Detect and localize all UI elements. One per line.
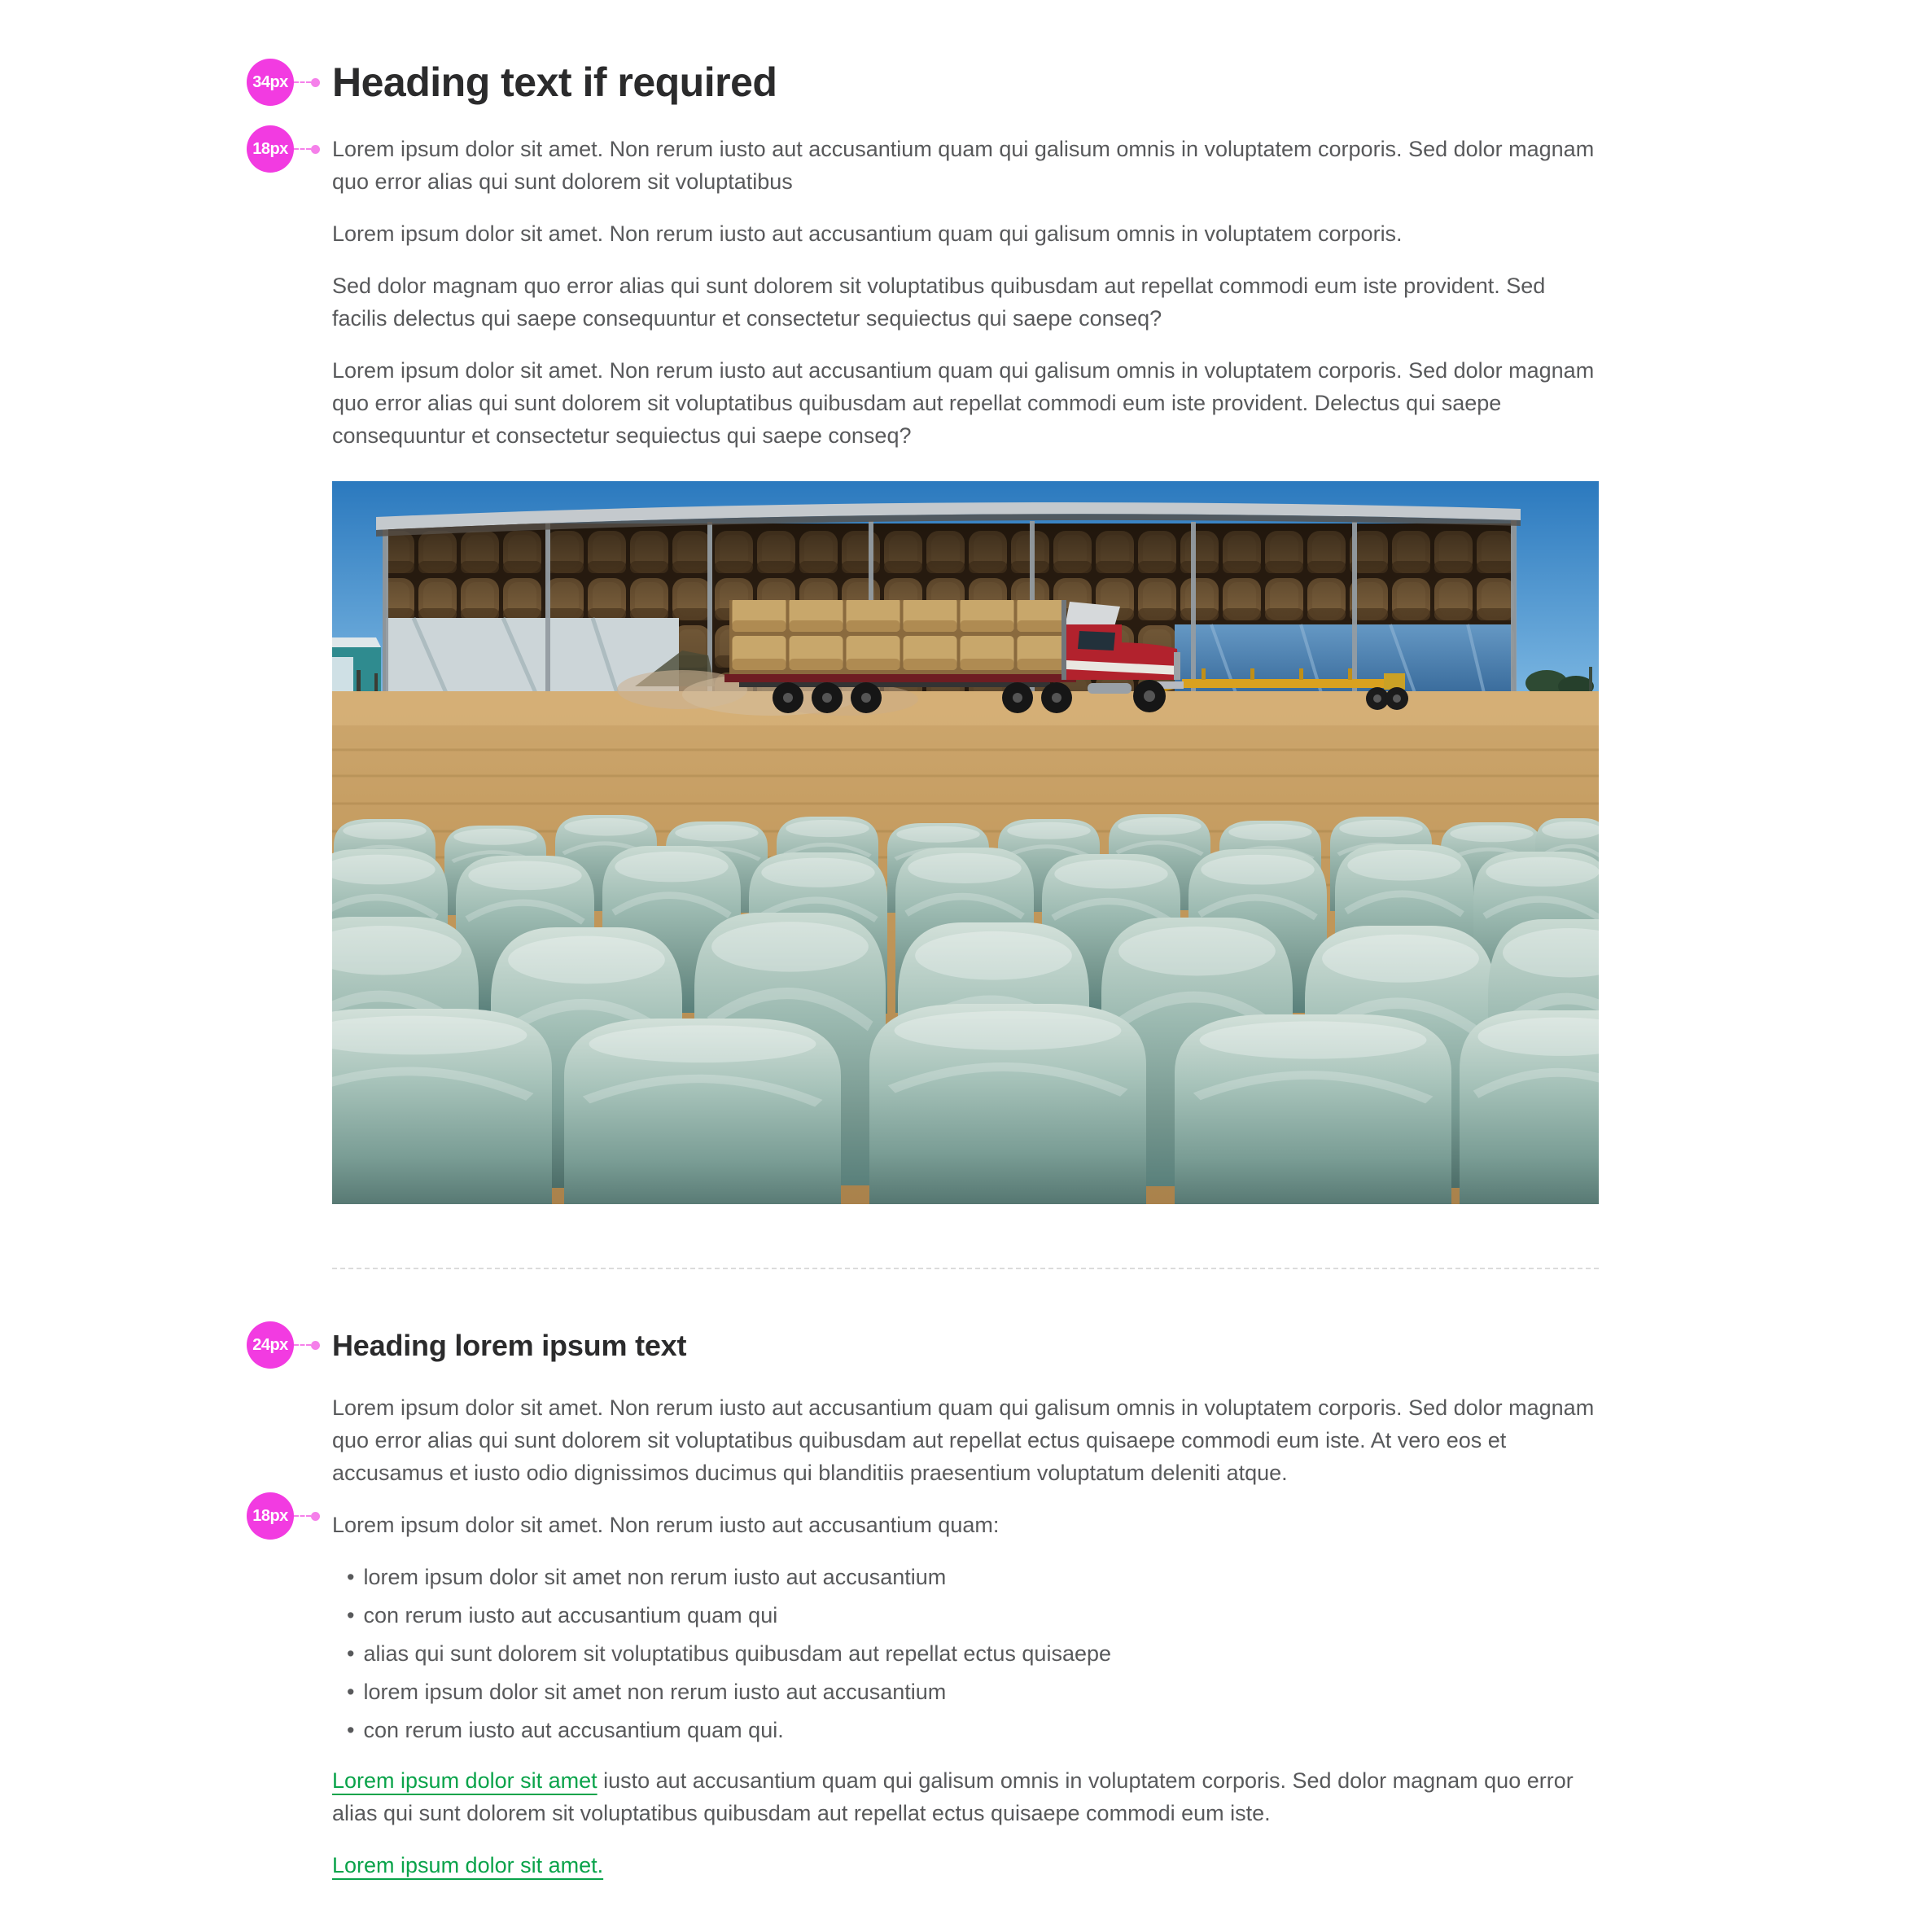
paragraph: Lorem ipsum dolor sit amet. Non rerum iusto aut accusantium quam qui galisum omnis in voluptatem corporis. Sed dolor magnam quo error alias qui sunt dolorem sit voluptatibus quibusdam aut repellat commodi eum iste provident. Delectus qui saepe consequuntur et consectetur sequiectus qui saepe conseq?	[332, 358, 1595, 448]
bullet-icon: •	[347, 1603, 355, 1628]
annotation-connector-dot-icon	[311, 145, 320, 154]
bullet-icon: •	[347, 1680, 355, 1704]
bullet-icon: •	[347, 1565, 355, 1589]
bullet-list	[332, 1561, 1599, 1746]
list-item	[347, 1676, 1599, 1708]
annotation-badge: 18px	[247, 125, 294, 173]
font-size-annotation-18px-2	[247, 1492, 320, 1540]
standalone-text-link[interactable]: Lorem ipsum dolor sit amet.	[332, 1853, 604, 1877]
standalone-link-paragraph	[332, 1849, 1599, 1882]
list-item-text: con rerum iusto aut accusantium quam qui.	[363, 1718, 784, 1742]
font-size-annotation-34px	[247, 59, 320, 106]
paragraph: Lorem ipsum dolor sit amet. Non rerum iusto aut accusantium quam qui galisum omnis in voluptatem corporis.	[332, 221, 1403, 246]
inline-text-link[interactable]: Lorem ipsum dolor sit amet	[332, 1768, 597, 1793]
annotation-connector-dot-icon	[311, 78, 320, 87]
bullet-icon: •	[347, 1718, 355, 1742]
list-item	[347, 1561, 1599, 1593]
annotation-connector-line	[294, 148, 311, 150]
list-item	[347, 1637, 1599, 1670]
annotation-connector-line	[294, 1515, 311, 1517]
list-item-text: lorem ipsum dolor sit amet non rerum iusto aut accusantium	[363, 1680, 947, 1704]
section-divider	[332, 1268, 1599, 1269]
annotation-badge: 34px	[247, 59, 294, 106]
link-paragraph-text: iusto aut accusantium quam qui galisum omnis in voluptatem corporis. Sed dolor magnam quo error alias qui sunt dolorem sit voluptatibus quibusdam aut repellat ectus quisaepe commodi eum iste.	[332, 1768, 1574, 1825]
section-title: Heading lorem ipsum text	[332, 1329, 687, 1362]
annotation-connector-line	[294, 81, 311, 83]
hay-bales-photo	[332, 481, 1599, 1204]
paragraph: Sed dolor magnam quo error alias qui sunt dolorem sit voluptatibus quibusdam aut repellat commodi eum iste provident. Sed facilis delectus qui saepe consequuntur et consectetur sequiectus qui saepe conseq?	[332, 274, 1546, 331]
list-item	[347, 1714, 1599, 1746]
bullet-icon: •	[347, 1641, 355, 1666]
list-item	[347, 1599, 1599, 1632]
list-item-text: alias qui sunt dolorem sit voluptatibus quibusdam aut repellat ectus quisaepe	[363, 1641, 1112, 1666]
font-size-annotation-24px	[247, 1321, 320, 1369]
link-paragraph	[332, 1764, 1599, 1829]
article-content	[332, 0, 1599, 1882]
list-item-text: lorem ipsum dolor sit amet non rerum iusto aut accusantium	[363, 1565, 947, 1589]
page-title: Heading text if required	[332, 59, 777, 105]
hay-bales-photo-illustration	[332, 481, 1599, 1204]
paragraph: Lorem ipsum dolor sit amet. Non rerum iusto aut accusantium quam qui galisum omnis in voluptatem corporis. Sed dolor magnam quo error alias qui sunt dolorem sit voluptatibus quibusdam aut repellat ectus quisaepe commodi eum iste. At vero eos et accusamus et iusto odio dignissimos ducimus qui blanditiis praesentium voluptatum deleniti atque.	[332, 1395, 1595, 1485]
annotation-connector-dot-icon	[311, 1512, 320, 1521]
annotation-badge: 18px	[247, 1492, 294, 1540]
annotation-connector-dot-icon	[311, 1341, 320, 1350]
annotation-badge: 24px	[247, 1321, 294, 1369]
paragraph: Lorem ipsum dolor sit amet. Non rerum iusto aut accusantium quam qui galisum omnis in voluptatem corporis. Sed dolor magnam quo error alias qui sunt dolorem sit voluptatibus	[332, 137, 1595, 194]
list-item-text: con rerum iusto aut accusantium quam qui	[363, 1603, 778, 1628]
annotation-connector-line	[294, 1344, 311, 1346]
font-size-annotation-18px	[247, 125, 320, 173]
list-intro-paragraph: Lorem ipsum dolor sit amet. Non rerum iusto aut accusantium quam:	[332, 1513, 1000, 1537]
